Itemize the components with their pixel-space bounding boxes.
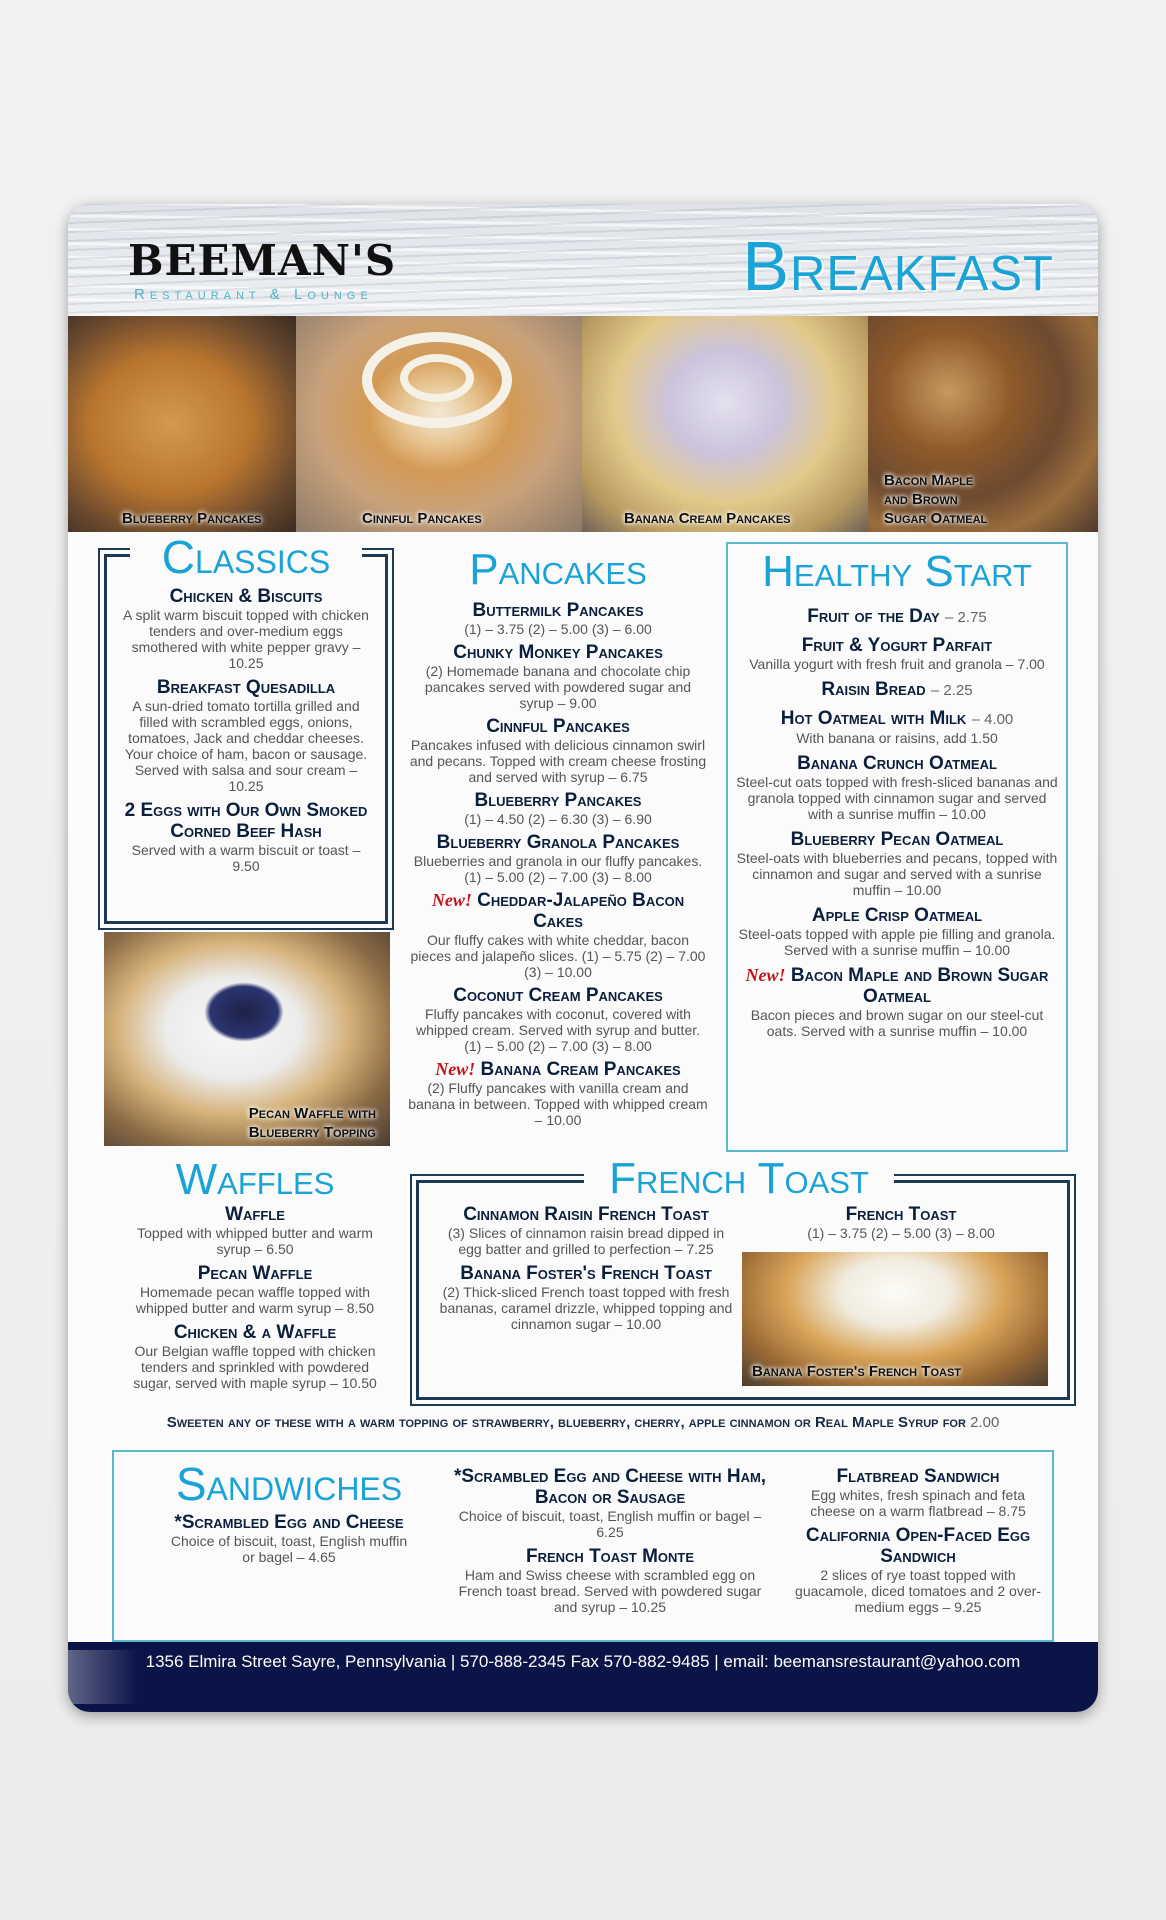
item-description: A sun-dried tomato tortilla grilled and filled with scrambled eggs, onions, tomatoes, Jack and cheddar cheeses. Your choice of ham, bacon or sausage. Served with salsa and sour cream – 10.25 — [124, 698, 368, 794]
menu-item — [408, 832, 708, 885]
item-name: Buttermilk Pancakes — [472, 600, 644, 621]
menu-item — [734, 606, 1060, 628]
menu-item — [436, 1263, 736, 1332]
classics-title: Classics — [130, 532, 362, 582]
item-name: *Scrambled Egg and Cheese with Ham, Bacon or Sausage — [453, 1466, 767, 1508]
item-description: With banana or raisins, add 1.50 — [796, 730, 998, 746]
item-name: Chicken & a Waffle — [173, 1322, 337, 1343]
healthy-start-title: Healthy Start — [762, 547, 1032, 596]
item-name: Chicken & Biscuits — [169, 586, 323, 607]
menu-item — [408, 642, 708, 711]
item-description: Our fluffy cakes with white cheddar, bacon pieces and jalapeño slices. (1) – 5.75 (2) – 7.00 (3) – 10.00 — [410, 932, 706, 980]
item-description: (3) Slices of cinnamon raisin bread dipped in egg batter and grilled to perfection – 7.25 — [447, 1225, 725, 1257]
item-name: Fruit & Yogurt Parfait — [801, 635, 993, 656]
photo-caption — [249, 1104, 376, 1142]
item-price: – 2.25 — [930, 682, 973, 699]
item-price: – 4.00 — [971, 711, 1014, 728]
item-name: 2 Eggs with Our Own Smoked Corned Beef Hash — [124, 800, 368, 842]
menu-item — [450, 1466, 770, 1540]
sandwiches-column-3 — [788, 1466, 1048, 1621]
item-name — [734, 606, 1060, 628]
item-name: Blueberry Pancakes — [474, 790, 642, 811]
menu-item — [408, 790, 708, 827]
icing-swirl-inner-graphic — [400, 354, 474, 402]
menu-item — [734, 679, 1060, 701]
menu-item — [164, 1512, 414, 1565]
item-description: Vanilla yogurt with fresh fruit and granola – 7.00 — [749, 656, 1045, 672]
item-name: *Scrambled Egg and Cheese — [174, 1512, 404, 1533]
item-name: Banana Crunch Oatmeal — [797, 753, 997, 774]
blueberry-topping-graphic — [204, 982, 284, 1042]
item-description: 2 slices of rye toast topped with guacamole, diced tomatoes and 2 over-medium eggs – 9.25 — [795, 1567, 1041, 1615]
sandwiches-column-2 — [450, 1466, 770, 1621]
item-description: Choice of biscuit, toast, English muffin or bagel – 6.25 — [458, 1508, 762, 1540]
item-description: Steel-oats with blueberries and pecans, topped with cinnamon and sugar and served with a sunrise muffin – 10.00 — [736, 850, 1058, 898]
french-toast-list — [436, 1204, 736, 1338]
caption-line: Pecan Waffle with — [248, 1105, 376, 1122]
menu-item — [734, 829, 1060, 898]
waffles-title: Waffles — [175, 1155, 335, 1204]
restaurant-subtitle: Restaurant & Lounge — [134, 286, 373, 303]
item-name: Blueberry Pecan Oatmeal — [790, 829, 1004, 850]
item-name: Flatbread Sandwich — [836, 1466, 1000, 1487]
footer-light-streak — [68, 1650, 138, 1704]
item-description: A split warm biscuit topped with chicken tenders and over-medium eggs smothered with white pepper gravy – 10.25 — [123, 607, 369, 671]
item-description: (2) Fluffy pancakes with vanilla cream and banana in between. Topped with whipped cream – 10.00 — [408, 1080, 708, 1128]
item-name: Waffle — [225, 1204, 285, 1225]
menu-item — [788, 1525, 1048, 1615]
item-description: Steel-cut oats topped with fresh-sliced bananas and granola topped with cinnamon sugar and served with a sunrise muffin – 10.00 — [736, 774, 1058, 822]
item-description: Steel-oats topped with apple pie filling and granola. Served with a sunrise muffin – 10.00 — [738, 926, 1056, 958]
menu-item — [734, 753, 1060, 822]
pancakes-title: Pancakes — [469, 545, 647, 594]
menu-item — [120, 1263, 390, 1316]
item-name: French Toast Monte — [525, 1546, 695, 1567]
item-name: Coconut Cream Pancakes — [453, 985, 663, 1006]
photo-blueberry-pancakes — [68, 316, 296, 532]
item-name-text: Cheddar-Jalapeño Bacon Cakes — [477, 890, 685, 932]
photo-caption: Blueberry Pancakes — [122, 510, 262, 527]
item-description: Blueberries and granola in our fluffy pancakes. (1) – 5.00 (2) – 7.00 (3) – 8.00 — [413, 853, 703, 885]
item-name: Pecan Waffle — [197, 1263, 313, 1284]
item-description: Topped with whipped butter and warm syrup – 6.50 — [137, 1225, 373, 1257]
menu-item — [734, 708, 1060, 746]
item-name: Blueberry Granola Pancakes — [436, 832, 680, 853]
item-name: French Toast — [845, 1204, 957, 1225]
item-description: Ham and Swiss cheese with scrambled egg on French toast bread. Served with powdered sugar and syrup – 10.25 — [458, 1567, 762, 1615]
menu-item — [120, 1322, 390, 1391]
caption-line: Sugar Oatmeal — [884, 510, 988, 527]
photo-pecan-waffle — [104, 932, 390, 1146]
item-name-text: Banana Cream Pancakes — [480, 1059, 681, 1080]
item-name — [734, 965, 1060, 1007]
item-description: (1) – 3.75 (2) – 5.00 (3) – 6.00 — [464, 621, 652, 637]
sandwiches-title: Sandwiches — [175, 1458, 403, 1510]
pancakes-section — [408, 544, 708, 1133]
menu-item — [734, 965, 1060, 1039]
menu-item — [408, 1059, 708, 1128]
caption-line: Blueberry Topping — [248, 1124, 376, 1141]
topping-note-text: Sweeten any of these with a warm topping of strawberry, blueberry, cherry, apple cinnamon or Real Maple Syrup for — [166, 1414, 966, 1431]
item-name-text: Bacon Maple and Brown Sugar Oatmeal — [790, 965, 1049, 1007]
item-name-text: Fruit of the Day — [807, 606, 940, 627]
caption-line: Bacon Maple — [884, 472, 974, 489]
item-description: Bacon pieces and brown sugar on our steel-cut oats. Served with a sunrise muffin – 10.00 — [750, 1007, 1044, 1039]
item-name-text: Hot Oatmeal with Milk — [780, 708, 967, 729]
topping-note — [68, 1414, 1098, 1431]
menu-item — [408, 985, 708, 1054]
french-toast-plain — [748, 1204, 1054, 1241]
menu-item — [788, 1466, 1048, 1519]
item-description: Homemade pecan waffle topped with whipped butter and warm syrup – 8.50 — [135, 1284, 375, 1316]
item-name: Cinnful Pancakes — [486, 716, 630, 737]
item-name: Apple Crisp Oatmeal — [811, 905, 983, 926]
restaurant-logo: BEEMAN'S — [128, 236, 397, 285]
photo-banana-fosters-french-toast — [742, 1252, 1048, 1386]
photo-banana-cream-pancakes — [582, 316, 868, 532]
item-description: Our Belgian waffle topped with chicken tenders and sprinkled with powdered sugar, served with maple syrup – 10.50 — [133, 1343, 377, 1391]
contact-info: 1356 Elmira Street Sayre, Pennsylvania | 570-888-2345 Fax 570-882-9485 | email: beemansrestaurant@yahoo.com — [145, 1652, 1021, 1671]
new-tag: New! — [435, 1059, 476, 1079]
healthy-start-section — [734, 546, 1060, 1046]
menu-item — [734, 635, 1060, 672]
menu-item — [408, 890, 708, 980]
item-description: Choice of biscuit, toast, English muffin or bagel – 4.65 — [170, 1533, 408, 1565]
photo-bacon-maple-oatmeal — [868, 316, 1098, 532]
menu-title: Breakfast — [742, 227, 1054, 305]
item-description: (1) – 3.75 (2) – 5.00 (3) – 8.00 — [807, 1225, 995, 1241]
menu-item — [450, 1546, 770, 1615]
item-description: (2) Thick-sliced French toast topped with fresh bananas, caramel drizzle, whipped topping and cinnamon sugar – 10.00 — [439, 1284, 733, 1332]
menu-item — [408, 600, 708, 637]
new-tag: New! — [745, 965, 786, 985]
caption-line: and Brown — [884, 491, 958, 508]
menu-item — [734, 905, 1060, 958]
topping-price: 2.00 — [970, 1414, 1000, 1431]
item-price: – 2.75 — [944, 609, 987, 626]
item-name — [408, 1059, 708, 1080]
item-name: Cinnamon Raisin French Toast — [463, 1204, 709, 1225]
item-name — [734, 708, 1060, 730]
photo-caption: Banana Cream Pancakes — [624, 510, 791, 527]
new-tag: New! — [431, 890, 472, 910]
menu-item — [120, 1204, 390, 1257]
menu-item — [118, 677, 374, 794]
item-description: (2) Homemade banana and chocolate chip pancakes served with powdered sugar and syrup – 9.00 — [424, 663, 692, 711]
menu-item — [118, 586, 374, 671]
item-description: Pancakes infused with delicious cinnamon swirl and pecans. Topped with cream cheese frosting and served with syrup – 6.75 — [409, 737, 707, 785]
menu-footer — [68, 1642, 1098, 1712]
item-description: Served with a warm biscuit or toast – 9.50 — [131, 842, 361, 874]
item-name: Breakfast Quesadilla — [156, 677, 336, 698]
item-name-text: Raisin Bread — [821, 679, 926, 700]
menu-header — [68, 204, 1098, 316]
french-toast-title: French Toast — [584, 1154, 894, 1204]
menu-item — [436, 1204, 736, 1257]
menu-item — [118, 800, 374, 874]
photo-caption: Banana Foster's French Toast — [752, 1363, 962, 1380]
item-name: Chunky Monkey Pancakes — [453, 642, 663, 663]
waffles-section — [120, 1156, 390, 1397]
item-description: Fluffy pancakes with coconut, covered with whipped cream. Served with syrup and butter. (1) – 5.00 (2) – 7.00 (3) – 8.00 — [415, 1006, 701, 1054]
menu-item — [408, 716, 708, 785]
photo-cinnful-pancakes — [296, 316, 582, 532]
sandwiches-column-1 — [164, 1512, 414, 1565]
item-name: Banana Foster's French Toast — [460, 1263, 712, 1284]
breakfast-menu — [68, 204, 1098, 1712]
classics-list — [118, 586, 374, 880]
item-name — [734, 679, 1060, 701]
item-description: (1) – 4.50 (2) – 6.30 (3) – 6.90 — [464, 811, 652, 827]
photo-caption: Cinnful Pancakes — [362, 510, 482, 527]
item-description: Egg whites, fresh spinach and feta cheese on a warm flatbread – 8.75 — [810, 1487, 1026, 1519]
photo-caption — [884, 471, 987, 528]
item-name — [408, 890, 708, 932]
item-name: California Open-Faced Egg Sandwich — [805, 1525, 1031, 1567]
